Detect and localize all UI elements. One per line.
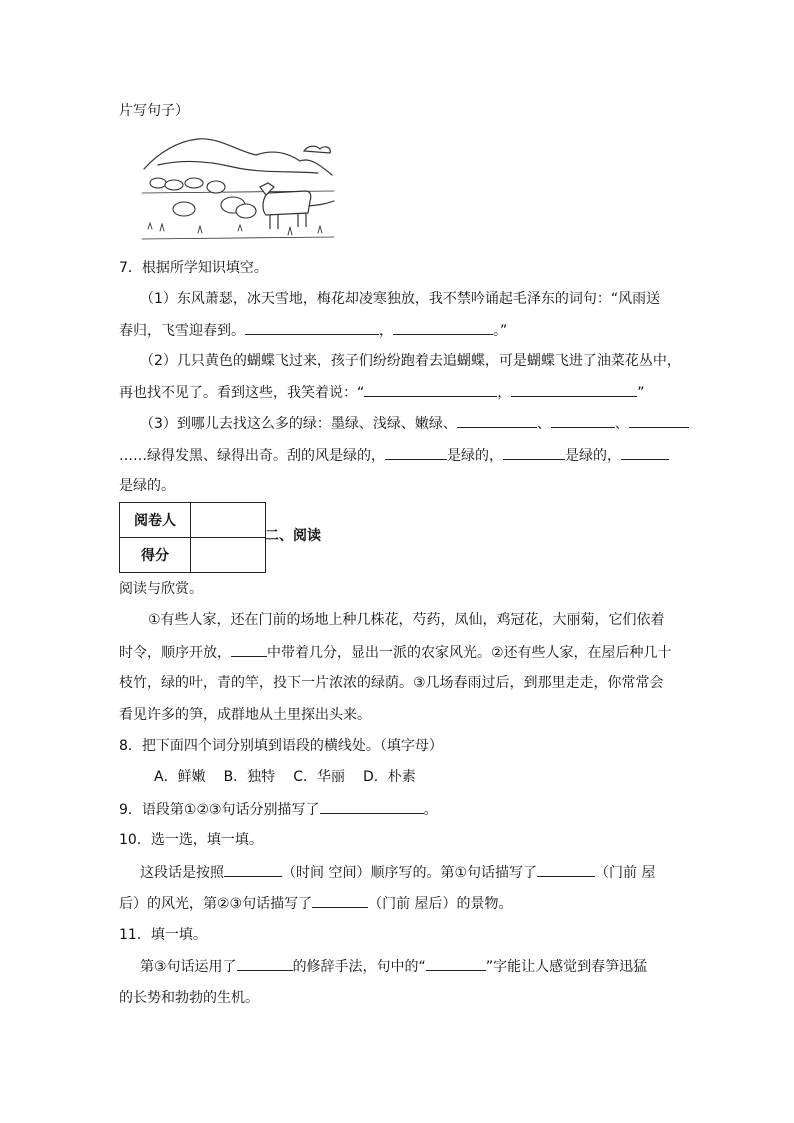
q10-line-1 bbox=[140, 862, 655, 883]
q9-line bbox=[119, 799, 438, 820]
q7-title: 7．根据所学知识填空。 bbox=[119, 260, 268, 276]
q7-blank-4[interactable] bbox=[511, 382, 637, 397]
comma: ， bbox=[379, 323, 393, 339]
q7-blank-10[interactable] bbox=[621, 445, 669, 460]
q10-text: （门前 屋后）的景物。 bbox=[368, 896, 513, 912]
reviewer-label: 阅卷人 bbox=[120, 503, 191, 538]
q11-text: ”字能让人感觉到春笋迅猛 bbox=[485, 959, 648, 975]
comma: ， bbox=[497, 385, 512, 401]
q7-part3-line1 bbox=[140, 413, 689, 434]
q7-blank-2[interactable] bbox=[393, 320, 493, 335]
q7-part2-text: 再也找不见了。看到这些，我笑着说：“ bbox=[119, 385, 365, 401]
cow-icon bbox=[260, 183, 311, 229]
q7-blank-1[interactable] bbox=[245, 320, 379, 335]
option-c: C．华丽 bbox=[293, 769, 345, 785]
q10-text: 这段话是按照 bbox=[140, 865, 224, 881]
phrase: 是绿的， bbox=[565, 448, 621, 464]
mountain-line bbox=[144, 139, 332, 175]
q10-line-2 bbox=[119, 893, 513, 914]
q10-text: 后）的风光，第②③句话描写了 bbox=[119, 896, 313, 912]
q7-part1-line2 bbox=[119, 320, 507, 341]
score-label: 得分 bbox=[120, 538, 191, 573]
q11-line-2: 的长势和勃勃的生机。 bbox=[119, 990, 259, 1006]
q7-blank-7[interactable] bbox=[629, 413, 689, 428]
separator: 、 bbox=[614, 416, 629, 432]
q7-blank-5[interactable] bbox=[457, 413, 537, 428]
ridge-line bbox=[158, 161, 318, 173]
sentence-prompt-tail: 片写句子） bbox=[119, 103, 189, 119]
q11-text: 的修辞手法，句中的“ bbox=[292, 959, 426, 975]
q10-blank-2[interactable] bbox=[537, 862, 595, 877]
q7-part3-text: （3）到哪儿去找这么多的绿：墨绿、浅绿、嫩绿、 bbox=[140, 416, 457, 432]
q10-title: 10．选一选，填一填。 bbox=[119, 832, 263, 848]
reading-line-4: 看见许多的笋，成群地从土里探出头来。 bbox=[119, 707, 371, 723]
option-b: B．独特 bbox=[223, 769, 276, 785]
q11-blank-1[interactable] bbox=[237, 956, 293, 971]
cloud-icon bbox=[304, 146, 330, 153]
q7-blank-8[interactable] bbox=[385, 445, 447, 460]
reading-line-3: 枝竹，绿的叶，青的竿，投下一片浓浓的绿荫。③几场春雨过后，到那里走走，你常常会 bbox=[119, 675, 664, 691]
q9-blank[interactable] bbox=[320, 799, 424, 814]
landscape-illustration bbox=[138, 131, 338, 249]
q8-options bbox=[154, 767, 416, 787]
reading-line-1: ①有些人家，还在门前的场地上种几株花，芍药，凤仙，鸡冠花，大丽菊，它们依着 bbox=[148, 612, 665, 628]
reviewer-cell[interactable] bbox=[191, 503, 266, 538]
phrase: 是绿的， bbox=[447, 448, 503, 464]
score-cell[interactable] bbox=[191, 538, 266, 573]
q9-text: 9．语段第①②③句话分别描写了 bbox=[119, 802, 320, 818]
q7-part2-line2 bbox=[119, 382, 645, 403]
quote-end: ” bbox=[637, 385, 645, 401]
q7-blank-9[interactable] bbox=[503, 445, 565, 460]
score-table bbox=[119, 502, 266, 573]
period: 。 bbox=[423, 802, 438, 818]
q7-part2-line1: （2）几只黄色的蝴蝶飞过来，孩子们纷纷跑着去追蝴蝶，可是蝴蝶飞进了油菜花丛中， bbox=[140, 353, 681, 369]
q10-text: （门前 屋 bbox=[595, 865, 656, 881]
section-title: 二、阅读 bbox=[265, 528, 321, 544]
separator: 、 bbox=[536, 416, 551, 432]
q7-blank-3[interactable] bbox=[364, 382, 497, 397]
reading-blank[interactable] bbox=[231, 642, 267, 657]
reading-intro: 阅读与欣赏。 bbox=[119, 581, 203, 597]
option-d: D．朴素 bbox=[362, 769, 416, 785]
q10-text: （时间 空间）顺序写的。第①句话描写了 bbox=[282, 865, 537, 881]
reading-text: 时令，顺序开放， bbox=[119, 645, 231, 661]
q7-part3-text2: ……绿得发黑、绿得出奇。刮的风是绿的， bbox=[119, 448, 385, 464]
q11-text: 第③句话运用了 bbox=[140, 959, 237, 975]
option-a: A．鲜嫩 bbox=[154, 769, 206, 785]
reading-line-2 bbox=[119, 642, 672, 663]
q8-title: 8．把下面四个词分别填到语段的横线处。（填字母） bbox=[119, 738, 443, 754]
quote-end: 。” bbox=[493, 323, 508, 339]
q7-part1-line1: （1）东风萧瑟，冰天雪地，梅花却凌寒独放，我不禁吟诵起毛泽东的词句：“风雨送 bbox=[140, 291, 661, 307]
sheep-group bbox=[150, 178, 256, 218]
q7-part3-line3: 是绿的。 bbox=[119, 478, 175, 494]
q11-line-1 bbox=[140, 956, 647, 977]
q11-title: 11．填一填。 bbox=[119, 927, 207, 943]
q10-blank-3[interactable] bbox=[312, 893, 368, 908]
q7-part3-line2 bbox=[119, 445, 669, 466]
q7-part1-text: 春归，飞雪迎春到。 bbox=[119, 323, 245, 339]
q7-blank-6[interactable] bbox=[551, 413, 615, 428]
q11-blank-2[interactable] bbox=[426, 956, 486, 971]
q10-blank-1[interactable] bbox=[224, 862, 282, 877]
reading-text: 中带着几分，显出一派的农家风光。②还有些人家，在屋后种几十 bbox=[267, 645, 672, 661]
